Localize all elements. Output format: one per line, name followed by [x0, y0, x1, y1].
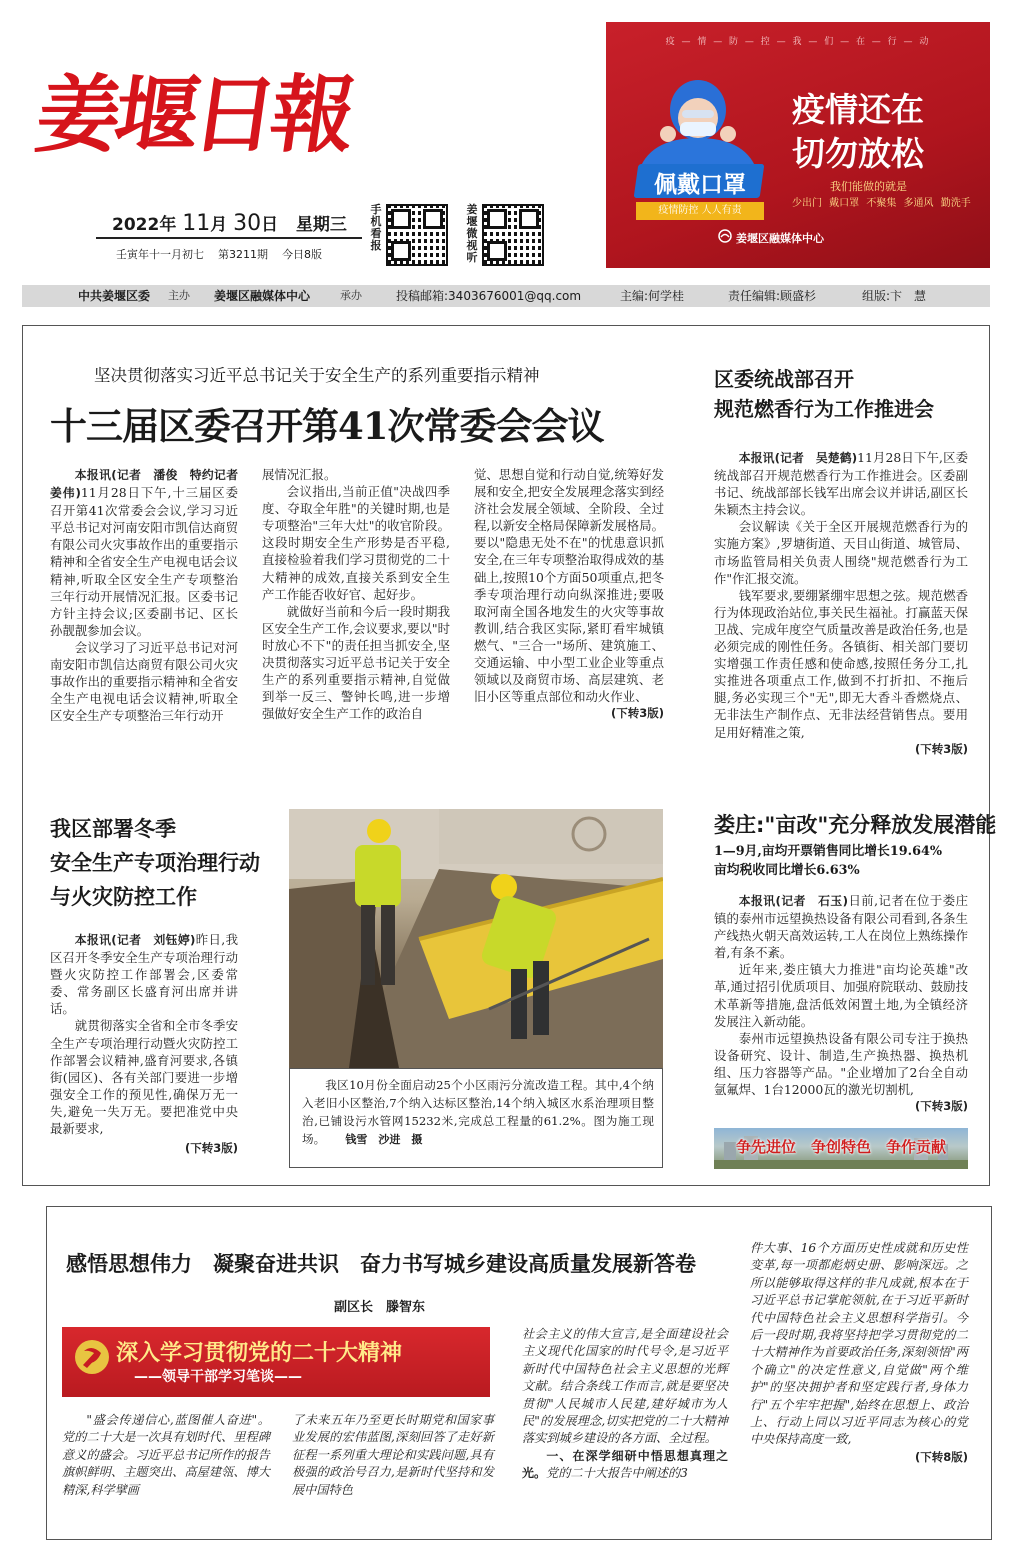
lead-col1-b: 会议学习了习近平总书记对河南安阳市凯信达商贸有限公司火灾事故作出的重要指示精神和全省安全生产电视电话会议精神,听取全区安全生产专项整治三年行动开: [50, 639, 238, 724]
chief-editor: 主编:何学桂: [620, 289, 685, 303]
doctor-figure-icon: [628, 74, 768, 174]
qr-code-paper[interactable]: [386, 204, 448, 266]
lz-byline: 本报讯(记者 石玉): [738, 894, 849, 908]
issue-number: 第3211期: [218, 248, 268, 261]
lead-continued[interactable]: (下转3版): [610, 706, 664, 721]
bottom-col4: 件大事、16个方面历史性成就和历史性变革,每一项都彪炳史册、影响深远。之所以能够取得这样的非凡成就,根本在于习近平总书记掌舵领航,在于习近平新时代中国特色社会主义思想科学指引。今后一段时期,我将坚持把学习贯彻党的二十大精神作为首要政治任务,深刻领悟"两个确立"的决定性意义,自觉做"两个维护"的坚决拥护者和坚定践行者,身体力行"五个牢牢把握",始终在思想上、政治上、行动上同以习近平同志为核心的党中央保持高度一致,: [750, 1241, 968, 1447]
lead-kicker: 坚决贯彻落实习近平总书记关于安全生产的系列重要指示精神: [94, 366, 540, 385]
ad-headline-line1: 疫情还在: [792, 90, 924, 129]
lead-column-3: [474, 466, 664, 722]
qr1-label: 手机看报: [370, 203, 382, 252]
lead-col2-c: 就做好当前和今后一段时期我区安全生产工作,会议要求,要以"时时放心不下"的责任担当抓安全,坚决贯彻落实习近平总书记关于安全生产的系列重要指示精神,自觉做到举一反三、警钟长鸣,进一步增强做好安全生产工作的政治自: [262, 603, 450, 722]
lunar-date: 壬寅年十一月初七: [116, 248, 204, 261]
bottom-column-4: [750, 1240, 968, 1466]
lead-col2-a: 展情况汇报。: [262, 467, 337, 482]
uf-headline-line1: 区委统战部召开: [714, 367, 854, 391]
ad-mask-slogan: 疫情防控 人人有责: [636, 202, 764, 220]
date-day: 30: [233, 211, 262, 236]
date-day-unit: 日: [261, 215, 279, 235]
lz-p2: 近年来,娄庄镇大力推进"亩均论英雄"改革,通过招引优质项目、加强府院联动、鼓励技术革新等措施,盘活低效闲置土地,为全镇经济发展注入新动能。: [714, 962, 968, 1029]
bottom-col3-a: 社会主义的伟大宣言,是全面建设社会主义现代化国家的时代号令,是习近平新时代中国特色社会主义思想的光辉文献。结合条线工作而言,就是要坚决贯彻"人民城市人民建,建好城市为人民"的发展理念,切实把党的二十大精神落实到城乡建设的各方面、全过程。: [522, 1327, 728, 1446]
masthead-rule: [96, 237, 362, 239]
qr2-label: 姜堰微视听: [466, 203, 478, 264]
lead-column-1: [50, 466, 250, 724]
lz-slogan-banner: [714, 1128, 968, 1169]
photo-caption-text: 我区10月份全面启动25个小区雨污分流改造工程。其中,4个纳入老旧小区整治,7个纳入达标区整治,14个纳入城区水系治理项目整治,已铺设污水管网15232米,完成总工程量的61.2%。图为施工现场。: [302, 1078, 654, 1146]
bottom-author: 副区长 滕智东: [334, 1300, 426, 1315]
lz-p1: 日前,记者在位于娄庄镇的泰州市远望换热设备有限公司看到,各条生产线热火朝天高效运转,工人在岗位上熟练操作着,有条不紊。: [714, 893, 968, 961]
ad-headline: [792, 88, 924, 176]
date-month-unit: 月: [210, 215, 228, 235]
bottom-headline[interactable]: 感悟思想伟力 凝聚奋进共识 奋力书写城乡建设高质量发展新答卷: [66, 1252, 696, 1276]
bottom-column-2: [292, 1412, 494, 1499]
sponsor2: 姜堰区融媒体中心: [214, 289, 311, 303]
masthead-date: [112, 210, 347, 236]
lz-subheadline: [714, 842, 942, 880]
layout-editor: 组版:卞 慧: [862, 289, 927, 303]
winter-headline-line3: 与火灾防控工作: [50, 885, 197, 909]
uf-p2: 会议解读《关于全区开展规范燃香行为的实施方案》,罗塘街道、天目山街道、城管局、市场监管局相关负责人围绕"规范燃香行为工作"作汇报交流。: [714, 519, 968, 586]
lead-column-2: [262, 466, 450, 722]
construction-scene-icon: [289, 809, 663, 1068]
construction-photo: [289, 809, 663, 1068]
photo-credit: 钱雪 沙进 摄: [345, 1133, 423, 1146]
date-year: 2022: [112, 215, 160, 235]
ad-top-line: 疫 — 情 — 防 — 控 — 我 — 们 — 在 — 行 — 动: [665, 37, 931, 47]
bottom-col3-bold: 一、在深学细研中悟思想真理之光。: [522, 1448, 728, 1481]
masthead-title: 姜堰日報: [30, 64, 357, 164]
photo-caption: [302, 1076, 654, 1149]
uf-byline: 本报讯(记者 吴楚鹤): [738, 451, 858, 465]
bottom-continued[interactable]: (下转8版): [914, 1449, 968, 1464]
winter-p1: 昨日,我区召开冬季安全生产专项治理行动暨火灾防控工作部署会,区委常委、常务副区长盛育河出席并讲话。: [50, 932, 238, 1017]
lead-headline[interactable]: 十三届区委召开第41次常委会会议: [50, 404, 604, 448]
bottom-col3-b: 党的二十大报告中阐述的3: [546, 1466, 688, 1481]
winter-p2: 就贯彻落实全省和全市冬季安全生产专项治理行动暨火灾防控工作部署会议精神,盛育河要求,各镇街(园区)、各有关部门要进一步增强安全工作的预见性,确保万无一失,避免一失万无。要把准党中央最新要求,: [50, 1018, 238, 1137]
qr-code-video[interactable]: [482, 204, 544, 266]
bottom-column-3: [522, 1326, 728, 1483]
ad-org: 姜堰区融媒体中心: [736, 232, 824, 245]
ad-sub1: 我们能做的就是: [830, 180, 907, 193]
ad-mask-title: 佩戴口罩: [654, 172, 746, 198]
bottom-column-1: [62, 1412, 270, 1499]
masthead-issue-line: [116, 246, 322, 262]
duty-editor: 责任编辑:顾盛杉: [728, 289, 817, 303]
lz-sub1: 1—9月,亩均开票销售同比增长19.64%: [714, 844, 943, 859]
uf-headline[interactable]: [714, 364, 934, 424]
study-banner-title: 深入学习贯彻党的二十大精神: [116, 1340, 403, 1366]
study-banner-subtitle: ——领导干部学习笔谈——: [134, 1369, 302, 1385]
info-bar: [22, 285, 990, 307]
submission-email[interactable]: 投稿邮箱:3403676001@qq.com: [396, 289, 582, 303]
media-center-logo-icon: [718, 229, 732, 243]
bottom-col1: "盛会传递信心,蓝图催人奋进"。党的二十大是一次具有划时代、里程碑意义的盛会。习近平总书记所作的报告旗帜鲜明、主题突出、高屋建瓴、博大精深,科学擘画: [62, 1413, 270, 1497]
winter-headline-line1: 我区部署冬季: [50, 817, 176, 841]
lead-byline: 本报讯(记者 潘俊 特约记者 姜伟): [50, 468, 250, 501]
sponsor2-role: 承办: [340, 289, 362, 302]
lead-col1-a: 11月28日下午,十三届区委召开第41次常委会会议,学习习近平总书记对河南安阳市凯信达商贸有限公司火灾事故作出的重要指示精神和全省安全生产电视电话会议精神,听取全区安全生产专项整治三年行动开展情况汇报。区委书记方针主持会议;区委副书记、区长孙靓靓参加会议。: [50, 485, 238, 638]
winter-body: [50, 931, 238, 1157]
uf-p3: 钱军要求,要绷紧绷牢思想之弦。规范燃香行为体现政治站位,事关民生福祉。打赢蓝天保卫战、完成年度空气质量改善是政治任务,也是必须完成的刚性任务。各镇街、相关部门要切实增强工作责任感和使命感,按照任务分工,扎实推进各项重点工作,做到不打折扣、不拖后腿,务必实现三个"无",即无大香斗香燃烧点、无非法生产制作点、无非法经营销售点。要用足用好精准之策,: [714, 587, 968, 740]
winter-byline: 本报讯(记者 刘钰婷): [74, 933, 196, 947]
party-emblem-icon: [74, 1339, 110, 1375]
lead-col3-a: 觉、思想自觉和行动自觉,统筹好发展和安全,把安全发展理念落实到经济社会发展全领域、全阶段、全过程,以新安全格局保障新发展格局。要以"隐患无处不在"的忧患意识抓安全,在三年专项整治取得成效的基础上,按照10个方面50项重点,把冬季专项治理行动向纵深推进;要吸取河南全国各地发生的火灾等事故教训,结合我区实际,紧盯看牢城镇燃气、"三合一"场所、建筑施工、交通运输、中小型工业企业等重点领域以及商贸市场、高层建筑、老旧小区等重点部位和动火作业、: [474, 467, 664, 705]
lz-continued[interactable]: (下转3版): [914, 1099, 968, 1114]
ad-sub2: 少出门 戴口罩 不聚集 多通风 勤洗手: [792, 198, 971, 209]
lz-slogan: 争先进位 争创特色 争作贡献: [735, 1138, 946, 1156]
uf-continued[interactable]: (下转3版): [914, 741, 968, 756]
winter-continued[interactable]: (下转3版): [184, 1141, 238, 1156]
lz-headline[interactable]: 娄庄:"亩改"充分释放发展潜能: [714, 813, 997, 837]
bottom-col2: 了未来五年乃至更长时期党和国家事业发展的宏伟蓝图,深刻回答了走好新征程一系列重大理论和实践问题,具有极强的政治号召力,是新时代坚持和发展中国特色: [292, 1413, 494, 1497]
date-year-unit: 年: [159, 215, 177, 235]
lz-body: [714, 892, 968, 1115]
uf-headline-line2: 规范燃香行为工作推进会: [714, 397, 934, 421]
lz-p3: 泰州市远望换热设备有限公司专注于换热设备研究、设计、制造,生产换热器、换热机组、压力容器等产品。"企业增加了2台全自动氩氟焊、1台12000瓦的激光切割机,: [714, 1030, 968, 1098]
weekday: 星期三: [295, 215, 347, 235]
winter-headline[interactable]: [50, 812, 260, 914]
date-month: 11: [182, 211, 211, 236]
uf-body: [714, 449, 968, 758]
lz-sub2: 亩均税收同比增长6.63%: [714, 863, 860, 878]
winter-headline-line2: 安全生产专项治理行动: [50, 851, 260, 875]
epidemic-ad: [606, 22, 990, 268]
lead-col2-b: 会议指出,当前正值"决战四季度、夺取全年胜"的关键时期,也是专项整治"三年大灶"的收官阶段。这段时期安全生产形势是否平稳,直接检验着我们学习贯彻党的二十大精神的成效,直接关系到安全生产工作能否收好官、起好步。: [262, 484, 450, 602]
sponsor1-role: 主办: [168, 289, 190, 302]
sponsor1: 中共姜堰区委: [78, 289, 151, 303]
page-count: 今日8版: [282, 248, 322, 261]
ad-headline-line2: 切勿放松: [792, 134, 924, 173]
uf-p1: 11月28日下午,区委统战部召开规范燃香行为工作推进会。区委副书记、统战部部长钱军出席会议并讲话,副区长朱颖杰主持会议。: [714, 450, 968, 518]
